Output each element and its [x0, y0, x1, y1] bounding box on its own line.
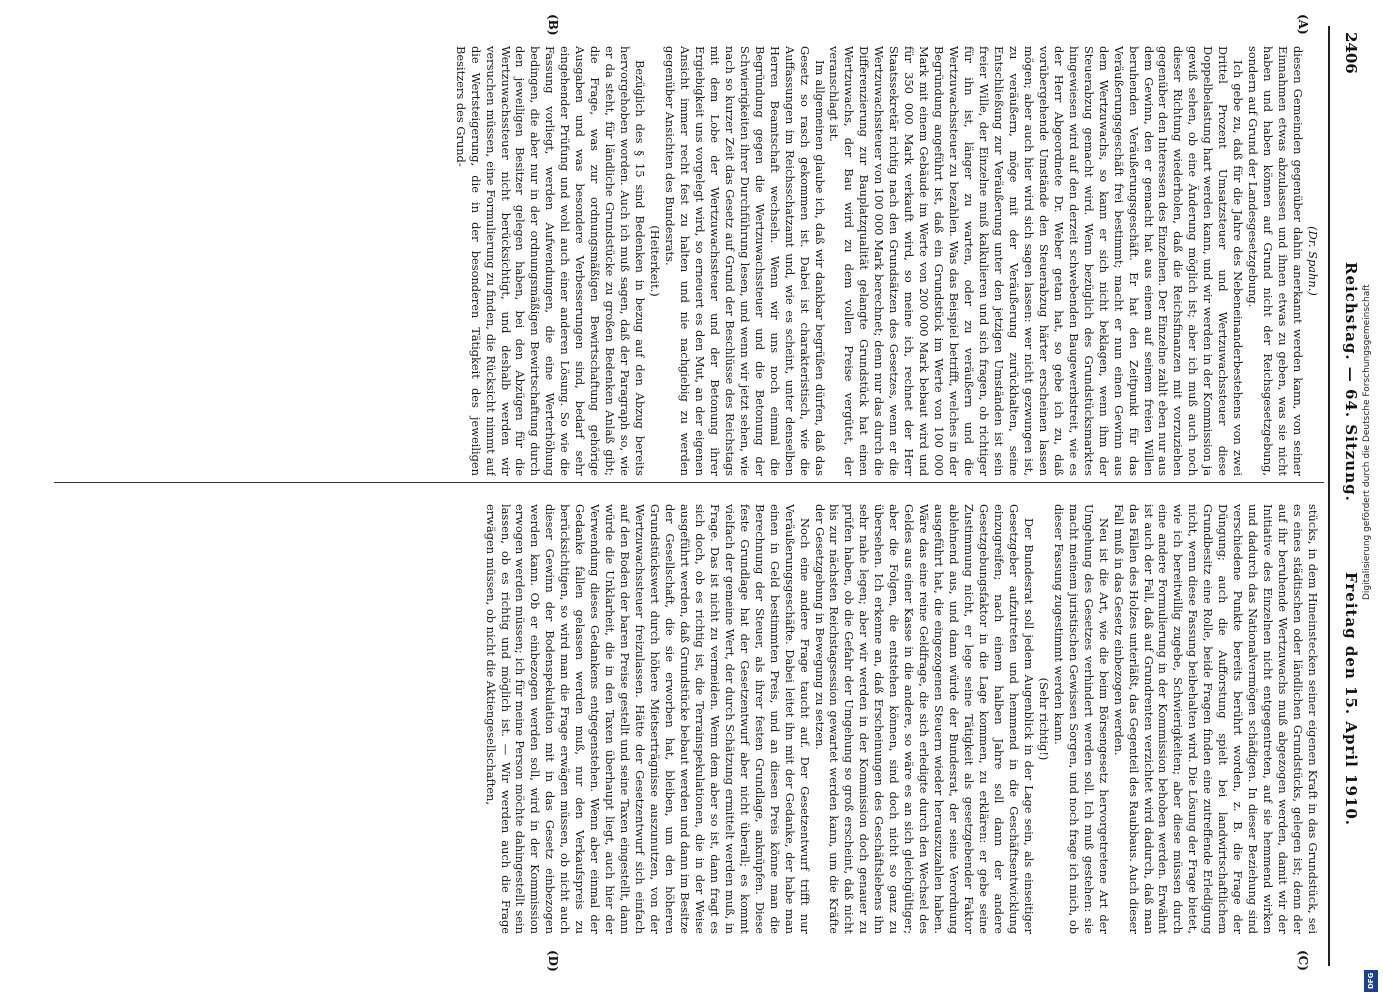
margin-mark-a: (A): [1296, 14, 1310, 35]
paragraph: Noch eine andere Frage taucht auf. Der Gesetzentwurf trifft nur Veräußerungsgeschäfte. Dabei leitet ihn mit der Gedanke, der habe man einen in Geld bestimmten Preis, und an diesen Preis könne man die Berechnung der Steuer, als ihrer festen Grundlage, anknüpfen. Diese feste Grundlage hat der Gesetzentwurf aber nicht überall; es kommt vielfach der gemeine Wert, der durch Schätzung ermittelt werden muß, in Frage. Das ist nicht zu vermeiden. Wenn dem aber so ist, dann fragt es sich doch, ob es richtig ist, die Terrainspekulationen, die in der Weise ausgeführt werden, daß Grundstücke bebaut werden und dann im Besitze der Gesellschaft, die sie erworben hat, bleiben, um den höheren Grundstückswert durch höhere Mietserträgnisse auszunutzen, von der Wertzuwachssteuer freizulassen. Hätte der Gesetzentwurf sich einfach auf den Boden der baren Preise gestellt und seine Taxen eingestellt, dann würde die Unklarheit, die in den Taxen überhaupt liegt, auch hier der Verwendung dieses Gedankens entgegenstehen. Wenn aber einmal der Gedanke fallen gelassen werden muß, nur den Verkaufspreis zu berücksichtigen, so wird man die Frage erwägen müssen, ob nicht auch dieser Gewinn der Bodenspekulation mit in das Gesetz einbezogen werden kann. Ob er einbezogen werden soll, wird in der Kommission erwogen werden müssen; ich für meine Person möchte dahingestellt sein lassen, ob es richtig und möglich ist. — Wir werden auch die Frage erwägen müssen, ob nicht die Aktiengesellschaften,: [483, 504, 812, 934]
page-header: [1334, 12, 1360, 972]
header-rule: [1328, 26, 1330, 966]
left-column: [50, 46, 1320, 476]
interjection: (Sehr richtig!): [1036, 677, 1051, 761]
speaker-label: (Dr. Spahn.): [1306, 226, 1320, 296]
paragraph: Neu ist die Art, wie die beim Börsengesetz hervorgetretene Art der Umgehung des Gesetzes verhindert werden soll. Ich muß gestehen: sie macht meinem juristischen Gewissen Sorgen, und noch frage ich mich, ob dieser Fassung zugestimmt werden kann.: [1051, 504, 1111, 934]
paragraph: diesen Gemeinden gegenüber dahin anerkannt werden kann, von seiner Einnahmen etwas abzulassen und ihnen etwas zu geben, was sie nicht haben und haben können auf Grund nicht der Reichsgesetzgebung, sondern auf Grund der Landesgesetzgebung.: [1246, 46, 1306, 476]
margin-mark-c: (C): [1296, 950, 1310, 971]
page-number: 2406: [1342, 32, 1360, 74]
interjection: (Heiterkeit.): [648, 225, 663, 297]
digitization-credit: Digitalisierung gefördert durch die Deutsche Forschungsgemeinschaft: [1362, 284, 1372, 600]
column-divider: [54, 482, 1324, 483]
rotated-page: [40, 12, 1360, 972]
paragraph: Ich gebe zu, daß für die Jahre des Nebeneinanderbestehens von zwei Drittel Prozent Umsatzsteuer und Wertzuwachssteuer diese Doppelbelastung hart werden kann, und wir werden in der Kommission ja gewiß sehen, ob eine Änderung möglich ist; aber ich muß auch noch dieser Richtung wiederholen, daß die Reichsfinanzen mit vorzuziehen gegenüber den Interessen des Einzelnen. Der Einzelne zahlt eben nur aus dem Gewinn, den er gemacht hat aus einem auf seinem freien Willen beruhenden Veräußerungsgeschäft. Er hat den Zeitpunkt für das Veräußerungsgeschäft frei bestimmt; macht er nun einen Gewinn aus dem Wertzuwachs, so kann er sich nicht beklagen, wenn ihm der Steuerabzug gemacht wird. Wenn bezüglich des Grundstücksmarktes hingewiesen wird auf den derzeit schwebenden Baugewerbstreit, wie es der Herr Abgeordnete Dr. Weber getan hat, so gebe ich zu, daß vorübergehende Umstände den Steuerabzug härter erscheinen lassen mögen; aber auch hier wird sich sagen lassen: wer nicht gezwungen ist, zu veräußern, möge mit der Veräußerung zurückhalten, seine Entschließung zur Veräußerung unter den jetzigen Umständen ist sein freier Wille, der Einzelne muß kalkulieren und sich fragen, ob richtiger für ihn ist, länger zu warten, oder zu veräußern und die Wertzuwachssteuer zu bezahlen. Was das Beispiel betrifft, welches in der Begründung angeführt ist, daß ein Grundstück im Werte von 100 000 Mark mit einem Gebäude im Werte von 200 000 Mark bebaut wird und für 350 000 Mark verkauft wird, so meine ich, rechnet der Herr Staatssekretär richtig nach den Grundsätzen des Gesetzes, wenn er die Wertzuwachssteuer von 100 000 Mark berechnet; denn nur das durch die Differenzierung zur Bauplatzqualität gelangte Grundstück hat einen Wertzuwachs, der Bau wird zu dem vollen Preise vergütet, der veranschlagt ist.: [827, 46, 1246, 476]
paragraph: Im allgemeinen glaube ich, daß wir dankbar begrüßen dürfen, daß das Gesetz so rasch gekommen ist. Dabei ist charakteristisch, wie die Auffassungen im Reichsschatzamt und, wie es scheint, unter denselben Herren Beamtschaft wechseln. Wenn wir uns noch einmal die Begründung gegen die Wertzuwachssteuer und die Betonung der Schwierigkeiten ihrer Durchführung lesen, und wenn wir jetzt sehen, wie nach so kurzer Zeit das Gesetz auf Grund der Beschlüsse des Reichstags mit dem Lobe der Wertzuwachssteuer und der Betonung ihrer Ergiebigkeit uns vorgelegt wird, so erneuert es den Mut, an der eigenen Ansicht immer recht fest zu halten und nie nachgiebig zu werden gegenüber Ansichten des Bundesrats.: [663, 46, 827, 476]
paragraph: Der Bundesrat soll jedem Augenblick in der Lage sein, als einseitiger Gesetzgeber aufzutreten und hemmend in die Geschäftsentwicklung einzugreifen; nach einem halben Jahre soll dann der andere Gesetzgebungsfaktor in die Lage kommen, zu erklären: er gebe seine Zustimmung nicht, er lege seine Tätigkeit als gesetzgebender Faktor ablehnend aus, und dann würde der Bundesrat, der seine Verordnung ausgeführt hat, die eingezogenen Steuern wieder herauszuzahlen haben. Wäre das eine reine Geldfrage, die sich erledigte durch den Wechsel des Geldes aus einer Kasse in die andere, so wäre es an sich gleichgültiger; aber die Folgen, die entstehen können, sind doch nicht so ganz zu übersehen. Ich erkenne an, daß Erscheinungen des Geschäftslebens ihn sehr nahe legen; aber wir werden in der Kommission doch genauer zu prüfen haben, ob die Gefahr der Umgehung so groß erscheint, daß nicht bis zur nächsten Reichstagsession gewartet werden kann, um die Kräfte der Gesetzgebung in Bewegung zu setzen.: [812, 504, 1036, 934]
paragraph: Bezüglich des § 15 sind Bedenken in bezug auf den Abzug bereits hervorgehoben worden. Auch ich muß sagen, daß der Paragraph so, wie er da steht, für ländliche Grundstücke zu großen Bedenken Anlaß gibt; die Frage, was zur ordnungsmäßigen Bewirtschaftung gehörige Ausgaben und was besondere Verbesserungen sind, bedarf sehr eingehender Prüfung und wohl auch einer anderen Lösung. So wie die Fassung vorliegt, werden Aufwendungen, die eine Werterhöhung bedingen, die aber nur in der ordnungsmäßigen Bewirtschaftung durch den jeweiligen Besitzer gelegen haben, bei den Abzügen für die Wertzuwachssteuer nicht berücksichtigt, und deshalb werden wir versuchen müssen, eine Formulierung zu finden, die Rücksicht nimmt auf die Wertsteigerung, die in der besonderen Tätigkeit des jeweiligen Besitzers des Grund-: [453, 46, 648, 476]
page-date: Freitag den 15. April 1910.: [1342, 572, 1360, 826]
margin-mark-b: (B): [546, 14, 560, 36]
dfg-logo: DFG: [1364, 970, 1378, 992]
right-column: [50, 504, 1320, 934]
page-running-title: Reichstag. — 64. Sitzung.: [1342, 262, 1360, 502]
paragraph: stücks, in dem Hineinstecken seiner eigenen Kraft in das Grundstück, sei es eines städtischen oder ländlichen Grundstücks, gelegen ist; denn der auf ihr beruhende Wertzuwachs muß abgezogen werden, damit wir der Initiative des Einzelnen nicht entgegentreten, auf sie hemmend wirken und dadurch das Nationalvermögen schädigen. In dieser Beziehung sind verschiedene Punkte bereits berührt worden, z. B. die Frage der Düngung; auch die Aufforstung spielt bei landwirtschaftlichem Grundbesitz eine Rolle, beide Fragen finden eine zutreffende Erledigung nicht, wenn diese Fassung beibehalten wird. Die Lösung der Frage bietet, wie ich bereitwillig zugebe, Schwierigkeiten; aber diese müssen durch eine andere Formulierung in der Kommission behoben werden. Erwähnt ist auch der Fall, daß auf Grundrenten verzichtet wird dadurch, daß man das Fällen des Holzes unterläßt, das Gegenteil des Raubbaus. Auch dieser Fall muß in das Gesetz einbezogen werden.: [1111, 504, 1320, 934]
margin-mark-d: (D): [546, 950, 560, 972]
